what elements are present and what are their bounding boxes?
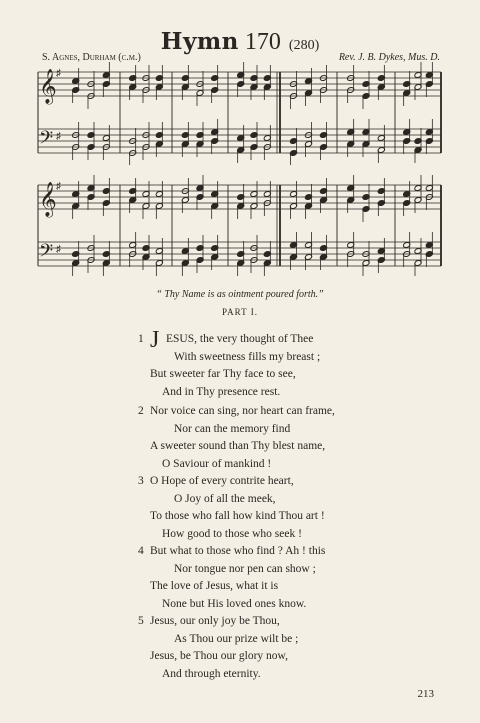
epigraph: “ Thy Name is as ointment poured forth.” — [156, 289, 324, 300]
verse-number: 2 — [138, 405, 144, 417]
verse-line: A sweeter sound than Thy blest name, — [150, 440, 326, 453]
part-heading: PART I. — [222, 307, 258, 317]
verse-number: 5 — [138, 615, 144, 627]
sharp-icon: ♯ — [56, 131, 61, 142]
verse-line: To those who fall how kind Thou art ! — [150, 510, 325, 523]
hymn-number: 170 — [244, 29, 281, 55]
verse-line: But what to those who find ? Ah ! this — [150, 545, 326, 557]
verse-number: 1 — [138, 333, 144, 345]
verse-line: None but His loved ones know. — [162, 598, 307, 611]
page-number: 213 — [417, 688, 434, 700]
composer: Rev. J. B. Dykes, Mus. D. — [338, 52, 440, 63]
bass-clef-icon: 𝄢 — [39, 128, 54, 153]
verse-line: Nor can the memory find — [174, 422, 291, 435]
tune-name: S. Agnes, Durham (c.m.) — [42, 52, 141, 63]
verse-line: With sweetness fills my breast ; — [174, 350, 321, 363]
treble-clef-icon: 𝄞 — [39, 69, 57, 104]
verse-line: How good to those who seek ! — [162, 528, 302, 541]
sharp-icon: ♯ — [56, 68, 61, 79]
hymn-alt-number: (280) — [288, 38, 320, 53]
music-system-1 — [0, 60, 480, 165]
verse-line: ESUS, the very thought of Thee — [166, 333, 314, 345]
sharp-icon: ♯ — [56, 244, 61, 255]
verse-line: O Saviour of mankind ! — [162, 458, 272, 471]
verse-line: And in Thy presence rest. — [162, 386, 281, 399]
verse-line: Jesus, our only joy be Thou, — [150, 615, 280, 627]
verse-line: Nor tongue nor pen can show ; — [174, 562, 316, 575]
drop-capital: J — [150, 327, 160, 353]
verse-line: And through eternity. — [162, 668, 261, 681]
verse-line: O Hope of every contrite heart, — [150, 475, 294, 487]
verse-number: 4 — [138, 545, 144, 557]
music-system-2 — [0, 172, 480, 277]
hymn-word: Hymn — [160, 28, 239, 55]
verse-line: Jesus, be Thou our glory now, — [150, 650, 288, 663]
verse-number: 3 — [138, 475, 144, 487]
sharp-icon: ♯ — [56, 181, 61, 192]
verse-line: O Joy of all the meek, — [174, 492, 276, 505]
verse-line: The love of Jesus, what it is — [150, 580, 279, 593]
verse-line: But sweeter far Thy face to see, — [150, 368, 296, 381]
verse-line: As Thou our prize wilt be ; — [174, 632, 299, 645]
verse-line: Nor voice can sing, nor heart can frame, — [150, 405, 335, 417]
bass-clef-icon: 𝄢 — [39, 241, 54, 266]
treble-clef-icon: 𝄞 — [39, 182, 57, 217]
